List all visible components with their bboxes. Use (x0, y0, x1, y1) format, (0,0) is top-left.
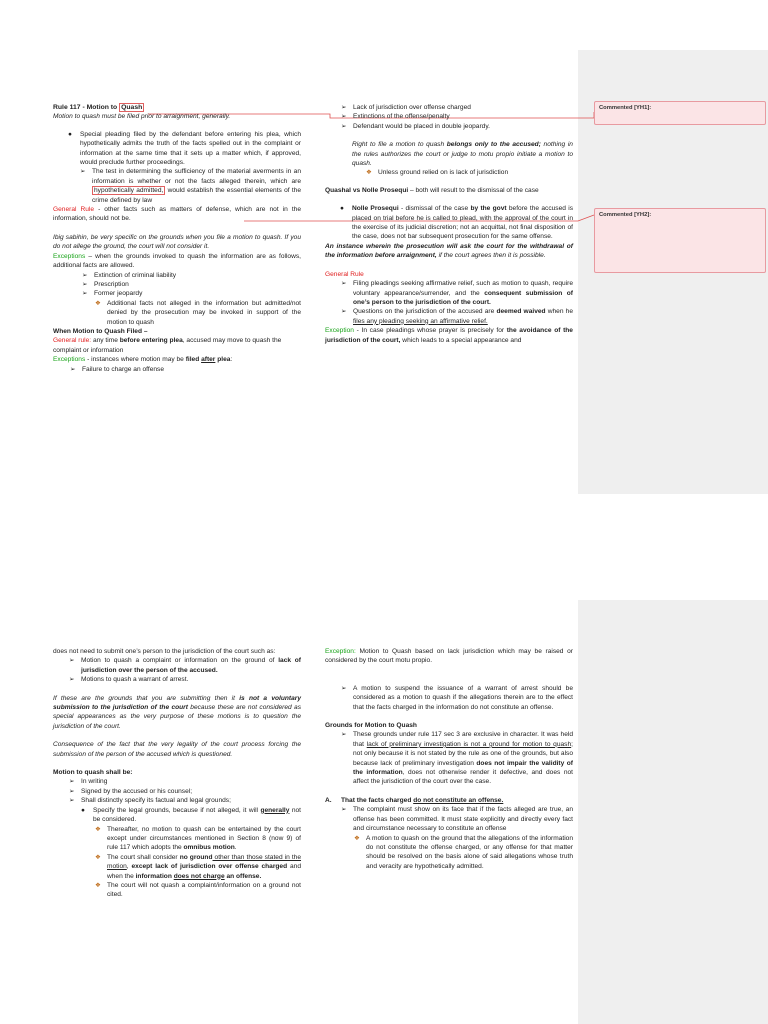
arrow-bullet-icon: ➢ (82, 290, 88, 298)
highlighted-word[interactable]: Quash (121, 104, 143, 111)
bullet-dot-icon: ● (340, 205, 344, 213)
general-rule-paragraph: General Rule - other facts such as matters of defense, which are not in the information, should not be. (53, 206, 301, 223)
arrow-bullet-icon: ➢ (69, 676, 75, 684)
consequence-paragraph: Consequence of the fact that the very legality of the court process forcing the submission of the person of the accused which is questioned. (53, 741, 301, 758)
continued-paragraph: does not need to submit one’s person to the jurisdiction of the court such as: (53, 648, 276, 655)
comment-label: Commented [YH2]: (599, 212, 652, 218)
general-rule-heading: General Rule (325, 270, 364, 278)
list-item: ➢ The test in determining the sufficiency of the material averments in an information is whether or not the facts alleged therein, which are hypothetically admitted, would establish the essential elements of the crime defined by law (80, 168, 302, 204)
page2-right-column (325, 647, 573, 871)
shall-heading: Motion to quash shall be: (53, 769, 133, 777)
list-item: ➢ The complaint must show on its face that if the facts alleged are true, an offense has been committed. It must state explicitly and directly every fact and circumstance necessary to constitute an offense (341, 806, 573, 833)
arrow-bullet-icon: ➢ (69, 787, 75, 795)
if-paragraph: If these are the grounds that you are submitting then it is not a voluntary submission to the jurisdiction of the court because these are not considered as special appearances as the very purpose of these motions is to question the jurisdiction of the court. (53, 694, 302, 730)
ibig-paragraph: Ibig sabihin, be very specific on the grounds when you file a motion to quash. If you do not allege the ground, the court will not consider it. (53, 233, 301, 251)
list-item: ➢ Failure to charge an offense (70, 365, 164, 373)
list-item: ➢ Former jeopardy (82, 290, 143, 298)
page2-left-column (53, 647, 301, 900)
comment-yh1[interactable] (594, 101, 766, 125)
diamond-bullet-icon: ❖ (95, 299, 101, 307)
arrow-bullet-icon: ➢ (70, 365, 76, 373)
arrow-bullet-icon: ➢ (80, 168, 86, 176)
arrow-bullet-icon: ➢ (341, 731, 347, 739)
comment-yh2[interactable] (594, 208, 766, 273)
list-item: ➢ Prescription (82, 280, 129, 288)
list-item: ❖ The court shall consider no ground other than those stated in the motion, except lack of jurisdiction over offense charged and when the information does not charge an offense. (95, 853, 302, 880)
diamond-bullet-icon: ❖ (95, 881, 101, 889)
page1-right-column (325, 103, 573, 345)
list-item: ➢ Motions to quash a warrant of arrest. (69, 676, 189, 684)
list-item: ➢ Motion to quash a complaint or information on the ground of lack of jurisdiction over the person of the accused. (69, 657, 301, 674)
list-item: ➢ Questions on the jurisdiction of the accused are deemed waived when he files any pleading seeking an affirmative relief. (341, 308, 574, 325)
exceptions-2: Exceptions - instances where motion may be filed after plea: (53, 356, 233, 364)
subtitle: Motion to quash must be filed prior to arraignment, generally. (53, 113, 231, 121)
arrow-bullet-icon: ➢ (341, 684, 347, 692)
arrow-bullet-icon: ➢ (341, 280, 347, 288)
arrow-bullet-icon: ➢ (341, 122, 347, 130)
bullet-dot-icon: ● (81, 806, 85, 814)
arrow-bullet-icon: ➢ (69, 657, 75, 665)
list-item: ➢ These grounds under rule 117 sec 3 are exclusive in character. It was held that lack of preliminary investigation is not a ground for motion to quash; not only because it is not stated by the rule as one of the grounds, but also because lack of preliminary investigation does not impair the validity of the information, does not otherwise render it defective, and does not affect the jurisdiction of the court over the case. (341, 731, 573, 786)
list-item: ➢ Filing pleadings seeking affirmative relief, such as motion to quash, require voluntary appearance/surrender, and the consequent submission of one’s person to the jurisdiction of the court. (341, 280, 574, 306)
comment-label: Commented [YH1]: (599, 105, 652, 111)
exception-paragraph: Exception: Motion to Quash based on lack jurisdiction which may be raised or considered by the court motu propio. (325, 648, 573, 665)
list-item: ❖ Unless ground relied on is lack of jurisdiction (366, 169, 509, 177)
section-title: Rule 117 - Motion to Quash (53, 104, 143, 111)
highlighted-phrase[interactable]: hypothetically admitted, (94, 187, 164, 195)
list-item: ● Specify the legal grounds, because if not alleged, it will generally not be considered. (81, 806, 301, 824)
page1-left-column (53, 103, 301, 374)
list-item: ➢ Extinctions of the offense/penalty (341, 113, 450, 121)
list-item: ➢ Defendant would be placed in double jeopardy. (341, 122, 490, 130)
exceptions-paragraph: Exceptions – when the grounds invoked to quash the information are as follows, additional facts are allowed. (53, 252, 301, 270)
when-heading: When Motion to Quash Filed – (53, 327, 148, 335)
instance-paragraph: An instance wherein the prosecution will ask the court for the withdrawal of the information before arraignment, if the court agrees then it is possible. (325, 242, 573, 260)
list-item: ● Nolle Prosequi - dismissal of the case by the govt before the accused is placed on trial before he is called to plead, with the approval of the court in the exercise of its judicial discretion; not an acquittal, not final disposition of the case, does not bar subsequent prosecution for the same offense. (340, 205, 574, 241)
bullet-dot-icon: ● (68, 130, 72, 138)
list-item: ➢ A motion to suspend the issuance of a warrant of arrest should be considered as a motion to quash if the allegations therein are to the effect that the facts charged in the information do not constitute an offense. (341, 684, 573, 711)
list-item: ❖ The court will not quash a complaint/information on a ground not cited. (95, 881, 301, 899)
list-item: ➢ Lack of jurisdiction over offense charged (341, 104, 471, 111)
arrow-bullet-icon: ➢ (82, 280, 88, 288)
exception-paragraph: Exception - In case pleadings whose prayer is precisely for the avoidance of the jurisdiction of the court, which leads to a special appearance and (325, 327, 573, 344)
general-rule-2: General rule: any time before entering plea, accused may move to quash the complaint or information (53, 337, 282, 354)
list-item: A. That the facts charged do not constitute an offense. (325, 796, 504, 804)
grounds-heading: Grounds for Motion to Quash (325, 722, 417, 730)
list-item: ➢ Shall distinctly specify its factual and legal grounds; (69, 797, 231, 805)
diamond-bullet-icon: ❖ (95, 853, 101, 861)
list-item: ➢ In writing (69, 778, 108, 786)
arrow-bullet-icon: ➢ (341, 113, 347, 121)
diamond-bullet-icon: ❖ (95, 825, 101, 833)
diamond-bullet-icon: ❖ (366, 169, 372, 177)
quashal-vs-nolle-heading: Quashal vs Nolle Prosequi – both will result to the dismissal of the case (325, 186, 539, 194)
right-to-file-paragraph: Right to file a motion to quash belongs only to the accused; nothing in the rules authorizes the court or judge to motu propio initiate a motion to quash. (352, 141, 573, 168)
list-item: ➢ Signed by the accused or his counsel; (69, 787, 193, 795)
list-item: ❖ Additional facts not alleged in the information but admitted/not denied by the prosecution may be invoked in support of the motion to quash (95, 299, 301, 326)
list-item: ❖ A motion to quash on the ground that the allegations of the information do not constitute the offense charged, or any offense for that matter should be resolved on the basis alone of said allegations whose truth and veracity are hypothetically admitted. (354, 834, 573, 870)
arrow-bullet-icon: ➢ (341, 806, 347, 814)
arrow-bullet-icon: ➢ (69, 778, 75, 786)
arrow-bullet-icon: ➢ (82, 271, 88, 279)
arrow-bullet-icon: ➢ (341, 308, 347, 316)
arrow-bullet-icon: ➢ (69, 797, 75, 805)
list-item: ❖ Thereafter, no motion to quash can be entertained by the court except under circumstances mentioned in Section 8 (now 9) of rule 117 which adopts the omnibus motion. (95, 825, 301, 852)
arrow-bullet-icon: ➢ (341, 104, 347, 111)
list-item: ➢ Extinction of criminal liability (82, 271, 177, 279)
diamond-bullet-icon: ❖ (354, 834, 360, 842)
list-item: ● Special pleading filed by the defendant before entering his plea, which hypothetically admits the truth of the facts spelled out in the complaint or information at the same time that it sets up a matter which, if approved, would preclude further proceedings. (68, 130, 301, 167)
